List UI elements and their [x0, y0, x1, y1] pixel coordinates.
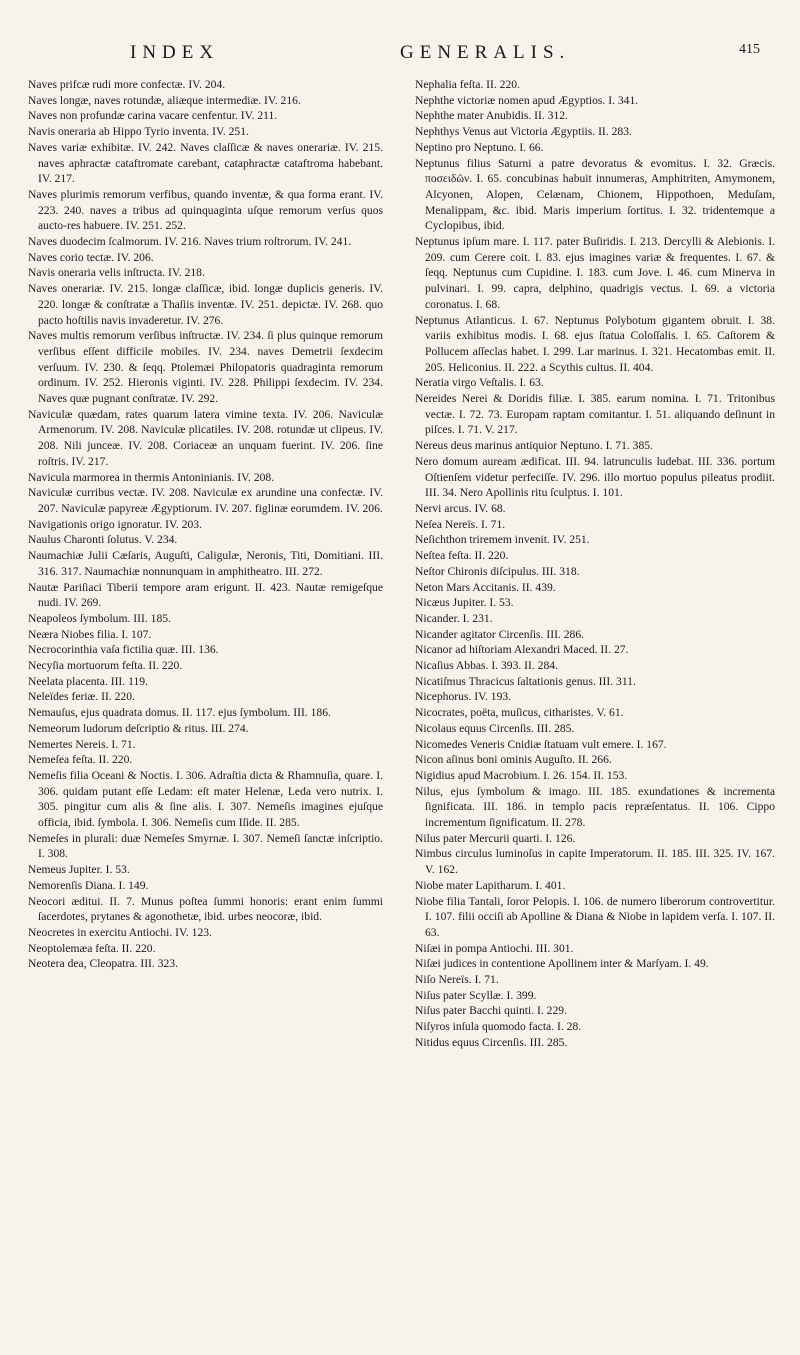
index-entry: Navigationis origo ignoratur. IV. 203. [28, 517, 202, 531]
running-header [0, 42, 800, 70]
index-entry: Nicatiſmus Thracicus ſaltationis genus. III. 311. [415, 674, 636, 688]
index-entry: Neptino pro Neptuno. I. 66. [415, 140, 544, 154]
index-entry: Neptunus filius Saturni a patre devoratus & evomitus. I. 32. Græcis. ποσειδῶν. I. 65. concubinas habuit innumeras, Amphitriten, Amymonem, Alcyonen, Alopen, Celænam, Chionem, Hippothoen, Meduſam, Menalippam, &c. ibid. Maris imperium ſortitus. I. 32. tridentemque a Cyclopibus, ibid. [415, 156, 775, 233]
index-entry: Nicæus Jupiter. I. 53. [415, 596, 514, 610]
index-entry: Neratia virgo Veſtalis. I. 63. [415, 376, 544, 390]
index-entry: Nereus deus marinus antiquior Neptuno. I. 71. 385. [415, 439, 653, 453]
index-entry: Naviculæ quædam, rates quarum latera vimine texta. IV. 206. Naviculæ Armenorum. IV. 208. Naviculæ plicatiles. IV. 208. rotundæ ut clipeus. IV. 208. Nili junceæ. IV. 208. Coriaceæ an unquam fuerint. IV. 206. ſine roſtris. IV. 217. [28, 407, 383, 468]
index-entry: Nigidius apud Macrobium. I. 26. 154. II. 153. [415, 768, 628, 782]
index-entry: Nereides Nerei & Doridis filiæ. I. 385. earum nomina. I. 71. Tritonibus vectæ. I. 72. 73. Europam raptam comitantur. I. 51. aliquando deſinunt in piſces. I. 71. V. 217. [415, 392, 775, 437]
index-entry: Nilus pater Mercurii quarti. I. 126. [415, 831, 576, 845]
index-entry: Nicander agitator Circenſis. III. 286. [415, 627, 585, 641]
index-entry: Nemorenſis Diana. I. 149. [28, 878, 149, 892]
index-entry: Niſyros inſula quomodo facta. I. 28. [415, 1020, 582, 1034]
index-entry: Nemauſus, ejus quadrata domus. II. 117. ejus ſymbolum. III. 186. [28, 706, 331, 720]
index-entry: Nicephorus. IV. 193. [415, 690, 512, 704]
index-entry: Neæra Niobes filia. I. 107. [28, 627, 152, 641]
index-entry: Necyſia mortuorum feſta. II. 220. [28, 659, 183, 673]
index-entry: Neocori æditui. II. 7. Munus poſtea ſummi honoris: erant enim ſummi ſacerdotes, prytanes & agonothetæ, ibid. urbes neocoræ, ibid. [28, 894, 383, 924]
index-entry: Niſus pater Scyllæ. I. 399. [415, 988, 537, 1002]
index-entry: Naves corio tectæ. IV. 206. [28, 250, 154, 264]
index-entry: Nero domum auream ædificat. III. 94. latrunculis ludebat. III. 336. portum Oſtienſem videtur perfeciſſe. IV. 296. illo mortuo populus pileatus prodiit. III. 34. Nero Apollinis ritu ſculptus. I. 101. [415, 454, 775, 500]
index-entry: Neocretes in exercitu Antiochi. IV. 123. [28, 925, 212, 939]
index-entry: Nicanor ad hiſtoriam Alexandri Maced. II. 27. [415, 643, 629, 657]
index-entry: Neapoleos ſymbolum. III. 185. [28, 611, 171, 625]
header-right: GENERALIS. [400, 42, 571, 63]
index-entry: Nephalia feſta. II. 220. [415, 78, 520, 91]
index-entry: Nicolaus equus Circenſis. III. 285. [415, 721, 575, 735]
index-entry: Nephthys Venus aut Victoria Ægyptiis. II. 283. [415, 125, 632, 139]
page-number: 415 [739, 42, 760, 57]
index-entry: Nimbus circulus luminoſus in capite Imperatorum. II. 185. III. 325. IV. 167. V. 162. [415, 847, 775, 877]
index-entry: Naves multis remorum verſibus inſtructæ. IV. 234. ſi plus quinque remorum verſibus eſſent difficile mobiles. IV. 234. naves Demetrii ſexdecim verſuum. IV. 230. & ſeqq. Ptolemæi Philopatoris quadraginta remorum ordinum. IV. 252. Hieronis viginti. IV. 228. Philippi ſexdecim. IV. 234. Naves quæ pugnant conſtratæ. IV. 292. [28, 329, 383, 406]
index-entry: Nemeſea feſta. II. 220. [28, 753, 133, 767]
index-entry: Nicocrates, poëta, muſicus, citharistes. V. 61. [415, 706, 624, 720]
index-entry: Niſæi in pompa Antiochi. III. 301. [415, 941, 574, 955]
index-entry: Neptunus ipſum mare. I. 117. pater Buſiridis. I. 213. Dercylli & Alebionis. I. 209. cum Cerere coit. I. 83. ejus imagines variæ & frequentes. I. 67. & ſeqq. Neptunus cum Cupidine. I. 183. cum Jove. I. 46. cum Minerva in pulvinari. I. 99. capra, delphino, quadrigis vectus. I. 69. a victoria coronatus. I. 68. [415, 235, 775, 311]
index-entry: Niobe filia Tantali, ſoror Pelopis. I. 106. de numero liberorum controvertitur. I. 107. filii occiſi ab Apolline & Diana & Niobe in lapidem verſa. I. 107. II. 63. [415, 894, 775, 939]
index-entry: Naumachiæ Julii Cæſaris, Auguſti, Caligulæ, Neronis, Titi, Domitiani. III. 316. 317. Naumachiæ nonnunquam in amphitheatro. III. 272. [28, 549, 383, 578]
index-entry: Neleïdes feriæ. II. 220. [28, 690, 135, 704]
index-entry: Navis oneraria ab Hippo Tyrio inventa. IV. 251. [28, 125, 249, 139]
index-entry: Nephthe victoriæ nomen apud Ægyptios. I. 341. [415, 93, 639, 107]
index-entry: Naves non profundæ carina vacare cenfentur. IV. 211. [28, 109, 278, 123]
index-entry: Neſtor Chironis diſcipulus. III. 318. [415, 564, 580, 578]
index-entry: Niſo Nereïs. I. 71. [415, 973, 499, 987]
index-entry: Neſea Nereïs. I. 71. [415, 517, 506, 531]
index-entry: Naves duodecim ſcalmorum. IV. 216. Naves trium roſtrorum. IV. 241. [28, 235, 352, 249]
index-entry: Nemertes Nereis. I. 71. [28, 737, 136, 751]
index-entry: Naves variæ exhibitæ. IV. 242. Naves claſſicæ & naves onerariæ. IV. 215. naves aphractæ cataftromate carebant, cataphractæ cataftroma habebant. IV. 217. [28, 140, 383, 186]
index-entry: Nemeorum ludorum deſcriptio & ritus. III. 274. [28, 721, 249, 735]
index-entry: Nemeſis filia Oceani & Noctis. I. 306. Adraſtia dicta & Rhamnuſia, quare. I. 306. quidam putant eſſe Ledam: eſt mater Helenæ, Leda vero nutrix. I. 305. pingitur cum alis & ſine alis. I. 307. Nemeſis imagines ejuſque officia, ibid. ſymbola. I. 306. Nemeſis cum Iſide. II. 285. [28, 768, 383, 830]
index-entry: Navicula marmorea in thermis Antoninianis. IV. 208. [28, 470, 275, 484]
index-entry: Nicaſius Abbas. I. 393. II. 284. [415, 659, 558, 673]
index-entry: Neotera dea, Cleopatra. III. 323. [28, 957, 179, 971]
index-entry: Necrocorinthia vaſa fictilia quæ. III. 136. [28, 643, 219, 657]
right-column [415, 77, 775, 1051]
index-entry: Niſæi judices in contentione Apollinem inter & Marſyam. I. 49. [415, 957, 709, 971]
index-entry: Neoptolemæa feſta. II. 220. [28, 941, 156, 955]
index-entry: Nemeus Jupiter. I. 53. [28, 863, 130, 877]
index-entry: Neptunus Atlanticus. I. 67. Neptunus Polybotum gigantem obruit. I. 38. variis exhibitus modis. I. 68. ejus ſtatua Coloſſalis. I. 65. Caſtorem & Pollucem aſſeclas habet. I. 299. Lar marinus. I. 321. Hecatombas emit. II. 205. Heliconius. II. 222. a Scythis cultus. II. 404. [415, 313, 775, 374]
index-entry: Naves prifcæ rudi more confectæ. IV. 204. [28, 78, 226, 91]
index-entry: Nicomedes Veneris Cnidiæ ſtatuam vult emere. I. 167. [415, 737, 667, 751]
index-entry: Navis oneraria velis inſtructa. IV. 218. [28, 266, 205, 280]
index-entry: Naviculæ curribus vectæ. IV. 208. Naviculæ ex arundine una confectæ. IV. 207. Naviculæ papyreæ Ægyptiorum. IV. 207. figlinæ eorumdem. IV. 206. [28, 486, 383, 515]
index-entry: Naves onerariæ. IV. 215. longæ claſſicæ, ibid. longæ duplicis generis. IV. 220. longæ & conſtratæ a Thaſiis inventæ. IV. 251. depictæ. IV. 268. quo pacto hoſtilis navis invaderetur. IV. 276. [28, 282, 383, 327]
index-entry: Nervi arcus. IV. 68. [415, 501, 506, 515]
index-entry: Neton Mars Accitanis. II. 439. [415, 580, 556, 594]
index-entry: Nautæ Pariſiaci Tiberii tempore aram erigunt. II. 423. Nautæ remigeſque nudi. IV. 269. [28, 580, 383, 610]
index-entry: Neelata placenta. III. 119. [28, 674, 148, 688]
index-entry: Naves longæ, naves rotundæ, aliæque intermediæ. IV. 216. [28, 93, 301, 107]
index-entry: Nicander. I. 231. [415, 611, 493, 625]
index-entry: Niſus pater Bacchi quinti. I. 229. [415, 1004, 567, 1018]
index-entry: Nicon aſinus boni ominis Auguſto. II. 266. [415, 753, 612, 767]
index-entry: Nephthe mater Anubidis. II. 312. [415, 109, 568, 123]
index-entry: Neſtea feſta. II. 220. [415, 549, 509, 563]
index-entry: Niobe mater Lapitharum. I. 401. [415, 878, 566, 892]
header-left: INDEX [130, 42, 220, 63]
left-column [28, 77, 383, 972]
index-entry: Nilus, ejus ſymbolum & imago. III. 185. exundationes & incrementa ſignificata. III. 186. in templo pacis repræſentatus. II. 106. Cippo incrementum ſignificatum. II. 278. [415, 784, 775, 830]
index-entry: Neſichthon triremem invenit. IV. 251. [415, 533, 590, 547]
index-entry: Naulus Charonti ſolutus. V. 234. [28, 533, 178, 547]
index-entry: Nemeſes in plurali: duæ Nemeſes Smyrnæ. I. 307. Nemeſi ſanctæ inſcriptio. I. 308. [28, 831, 383, 861]
index-entry: Naves plurimis remorum verfibus, quando inventæ, & qua forma erant. IV. 223. 240. naves a tribus ad quinquaginta uſque remorum verſus quos aucto-res habuere. IV. 251. 252. [28, 187, 383, 233]
index-entry: Nitidus equus Circenſis. III. 285. [415, 1035, 568, 1049]
